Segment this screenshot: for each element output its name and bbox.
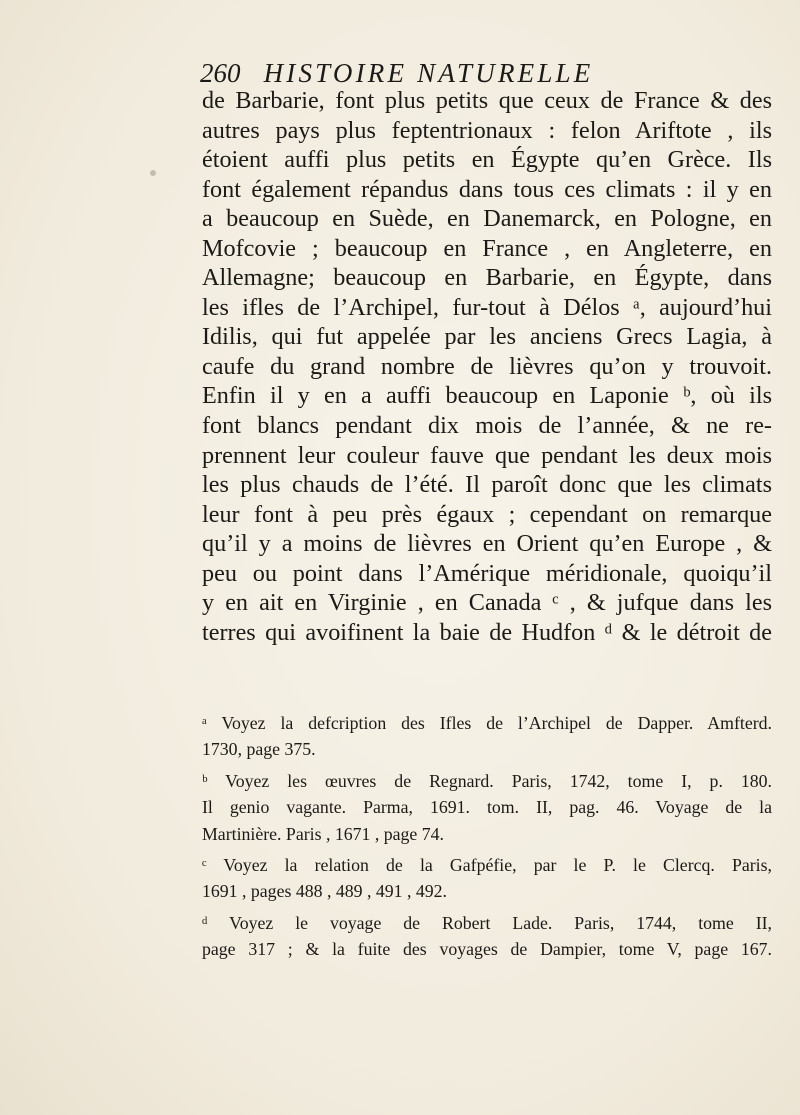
text-line: les plus chauds de l’été. Il paroît donc que les climats <box>202 471 772 499</box>
footnote-line: ᵈ Voyez le voyage de Robert Lade. Paris, 1744, tome II, <box>202 912 772 933</box>
page-number: 260 <box>200 58 241 88</box>
text-line: de Barbarie, font plus petits que ceux de France & des <box>202 87 772 114</box>
text-line: étoient auffi plus petits en Égypte qu’en Grèce. Ils <box>202 146 772 174</box>
footnote-a <box>202 710 772 763</box>
text-line: les ifles de l’Archipel, fur-tout à Délos ᵃ, aujourd’hui <box>202 293 772 321</box>
main-text <box>202 86 772 647</box>
text-line: y en ait en Virginie , en Canada ᶜ , & jufque dans les <box>202 589 772 617</box>
text-line: Enfin il y en a auffi beaucoup en Laponie ᵇ, où ils <box>202 382 772 410</box>
text-line: prennent leur couleur fauve que pendant les deux mois <box>202 441 772 469</box>
text-line: a beaucoup en Suède, en Danemarck, en Pologne, en <box>202 205 772 233</box>
text-line: leur font à peu près égaux ; cependant on remarque <box>202 500 772 528</box>
running-title: HISTOIRE NATURELLE <box>263 58 594 88</box>
text-line: caufe du grand nombre de lièvres qu’on y trouvoit. <box>202 352 772 380</box>
text-line: qu’il y a moins de lièvres en Orient qu’en Europe , & <box>202 530 772 558</box>
footnotes <box>202 710 772 963</box>
text-line: peu ou point dans l’Amérique méridionale, quoiqu’il <box>202 559 772 587</box>
text-line: font blancs pendant dix mois de l’année, & ne re- <box>202 412 772 440</box>
footnote-c <box>202 852 772 905</box>
footnote-line: page 317 ; & la fuite des voyages de Dampier, tome V, page 167. <box>202 939 772 960</box>
footnote-line: 1730, page 375. <box>202 739 316 760</box>
footnote-b <box>202 768 772 847</box>
text-line: autres pays plus feptentrionaux : felon Ariftote , ils <box>202 116 772 144</box>
ink-spot <box>150 170 156 176</box>
footnote-line: Martinière. Paris , 1671 , page 74. <box>202 823 444 844</box>
footnote-line: ᵃ Voyez la defcription des Ifles de l’Archipel de Dapper. Amfterd. <box>202 713 772 733</box>
text-line: Allemagne; beaucoup en Barbarie, en Égypte, dans <box>202 264 772 292</box>
text-line: Mofcovie ; beaucoup en France , en Angleterre, en <box>202 234 772 262</box>
text-line: terres qui avoifinent la baie de Hudfon ᵈ & le détroit de <box>202 618 772 646</box>
footnote-line: 1691 , pages 488 , 489 , 491 , 492. <box>202 881 447 902</box>
text-line: Idilis, qui fut appelée par les anciens Grecs Lagia, à <box>202 323 772 351</box>
footnote-d <box>202 910 772 963</box>
footnote-line: Il genio vagante. Parma, 1691. tom. II, pag. 46. Voyage de la <box>202 797 772 818</box>
text-line: font également répandus dans tous ces climats : il y en <box>202 175 772 203</box>
footnote-line: ᶜ Voyez la relation de la Gafpéfie, par le P. le Clercq. Paris, <box>202 854 772 875</box>
footnote-line: ᵇ Voyez les œuvres de Regnard. Paris, 1742, tome I, p. 180. <box>202 770 772 791</box>
